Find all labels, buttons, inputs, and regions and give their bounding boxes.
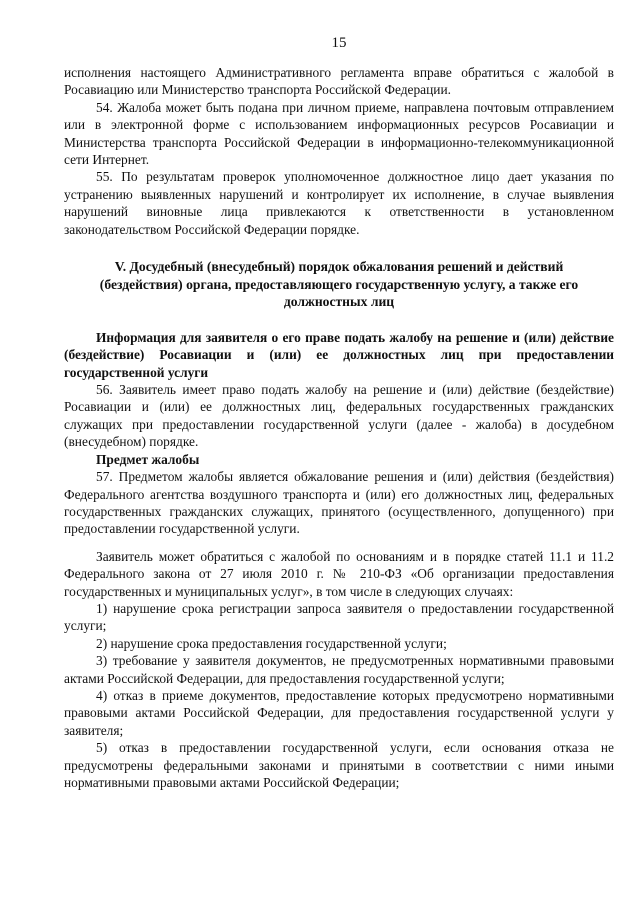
paragraph-applicant: Заявитель может обратиться с жалобой по основаниям и в порядке статей 11.1 и 11.2 Федерального закона от 27 июля 2010 г. № 210-ФЗ «Об организации предоставления государственных и муниципальных услуг», в том числе в следующих случаях: bbox=[64, 548, 614, 599]
subsection-title: Информация для заявителя о его праве подать жалобу на решение и (или) действие (бездействие) Росавиации и (или) ее должностных лиц при предоставлении государственной услуги bbox=[64, 329, 614, 380]
paragraph-continuation: исполнения настоящего Административного регламента вправе обратиться с жалобой в Росавиацию или Министерство транспорта Российской Федерации. bbox=[64, 65, 614, 98]
spacer bbox=[64, 538, 614, 548]
subheading-subject: Предмет жалобы bbox=[96, 451, 200, 467]
paragraph-54: 54. Жалоба может быть подана при личном приеме, направлена почтовым отправлением или в электронной форме с использованием информационных ресурсов Росавиации и Министерства транспорта Российской Федерации в информационно-телекоммуникационной сети Интернет. bbox=[64, 99, 614, 168]
paragraph-55: 55. По результатам проверок уполномоченное должностное лицо дает указания по устранению выявленных нарушений и контролирует их исполнение, в случае выявления нарушений виновные лица привлекаются к ответственности в установленном законодательством Российской Федерации порядке. bbox=[64, 169, 614, 237]
case-item: 4) отказ в приеме документов, предоставление которых предусмотрено нормативными правовыми актами Российской Федерации, для предоставления государственной услуги у заявителя; bbox=[64, 687, 614, 738]
case-item: 3) требование у заявителя документов, не предусмотренных нормативными правовыми актами Российской Федерации, для предоставления государственной услуги; bbox=[64, 653, 614, 686]
case-item: 1) нарушение срока регистрации запроса заявителя о предоставлении государственной услуги; bbox=[64, 600, 614, 634]
case-item: 5) отказ в предоставлении государственной услуги, если основания отказа не предусмотрены федеральными законами и принятыми в соответствии с ними иными нормативными правовыми актами Российской Федерации; bbox=[64, 740, 614, 790]
case-item: 2) нарушение срока предоставления государственной услуги; bbox=[96, 635, 447, 651]
section-title: V. Досудебный (внесудебный) порядок обжалования решений и действий (бездействия) органа, предоставляющего государственную услугу, а также его должностных лиц bbox=[99, 259, 579, 310]
paragraph-56: 56. Заявитель имеет право подать жалобу на решение и (или) действие (бездействие) Росавиации и (или) ее должностных лиц, федеральных государственных гражданских служащих при предоставлении государственной услуги (далее - жалоба) в досудебном (внесудебном) порядке. bbox=[64, 382, 614, 450]
document-page bbox=[64, 34, 614, 791]
page-number: 15 bbox=[331, 35, 347, 51]
paragraph-57: 57. Предметом жалобы является обжалование решения и (или) действия (бездействия) Федерального агентства воздушного транспорта и (или) его должностных лиц, федеральных государственных гражданских служащих, принятого (осуществленного, допущенного) при предоставлении государственной услуги. bbox=[64, 469, 614, 537]
